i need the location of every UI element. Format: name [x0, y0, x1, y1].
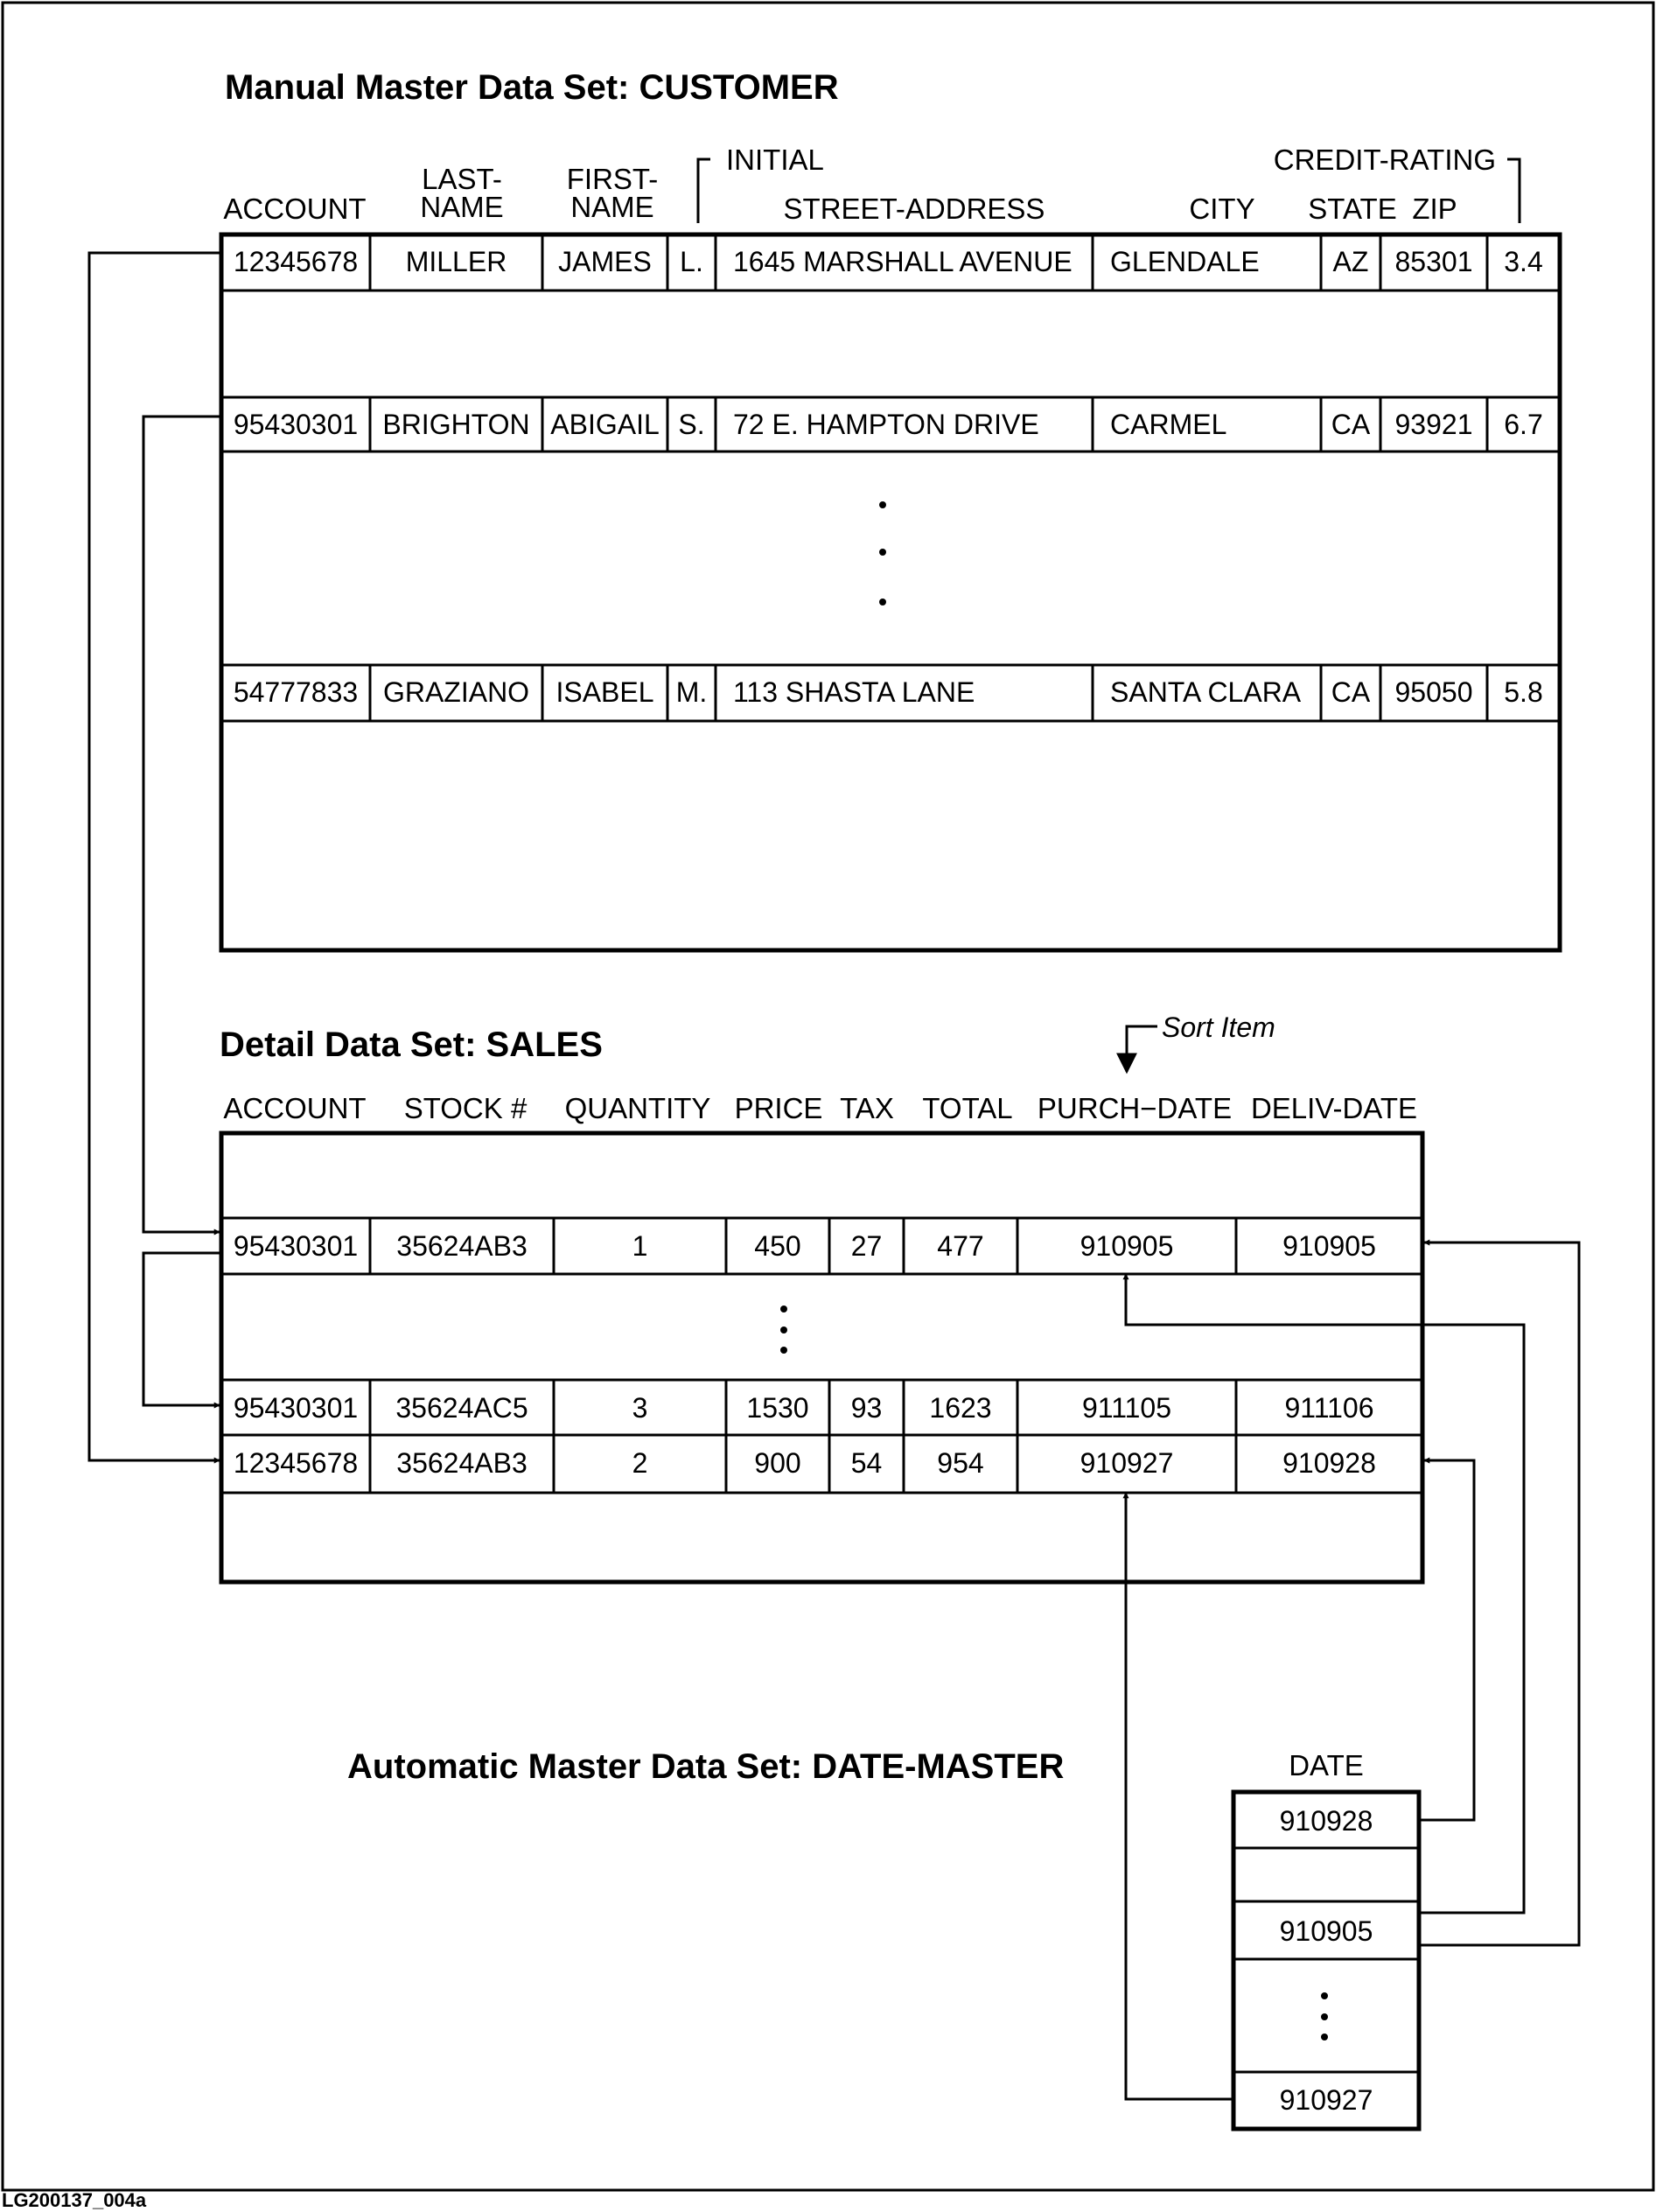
customer-state: AZ — [1332, 246, 1369, 277]
customer-street-address: 1645 MARSHALL AVENUE — [733, 246, 1073, 277]
sales-data-set — [220, 1012, 1422, 1582]
sales-price: 450 — [754, 1230, 801, 1262]
header-zip: ZIP — [1412, 192, 1457, 225]
customer-rows — [221, 234, 1560, 721]
sales-quantity: 3 — [632, 1392, 648, 1424]
customer-account: 12345678 — [233, 246, 359, 277]
header-quantity: QUANTITY — [564, 1092, 711, 1124]
sales-price: 900 — [754, 1447, 801, 1479]
customer-last-name: MILLER — [405, 246, 507, 277]
customer-credit-rating: 3.4 — [1504, 246, 1543, 277]
sort-item-label: Sort Item — [1162, 1012, 1275, 1043]
header-stock: STOCK # — [403, 1092, 528, 1124]
sales-rows — [221, 1218, 1422, 1493]
sales-stock: 35624AC5 — [395, 1392, 528, 1424]
header-total: TOTAL — [922, 1092, 1013, 1124]
sales-account: 95430301 — [233, 1392, 359, 1424]
figure-caption: LG200137_004a — [2, 2189, 147, 2211]
customer-state: CA — [1331, 676, 1371, 708]
arrow-date-910928 — [1419, 1460, 1474, 1820]
sales-record — [221, 1435, 1422, 1493]
credit-bracket — [1507, 159, 1520, 223]
sales-purch-date: 910927 — [1080, 1447, 1174, 1479]
customer-initial: M. — [675, 676, 708, 708]
customer-title: Manual Master Data Set: CUSTOMER — [225, 68, 839, 107]
arrow-customer-brighton-to-sales — [143, 416, 221, 1232]
date-entry: 910905 — [1279, 1915, 1373, 1947]
customer-street-address: 113 SHASTA LANE — [733, 676, 975, 708]
sales-deliv-date: 911106 — [1284, 1392, 1374, 1424]
customer-street-address: 72 E. HAMPTON DRIVE — [733, 409, 1039, 440]
date-master-data-set — [347, 1747, 1419, 2129]
customer-last-name: BRIGHTON — [382, 409, 530, 440]
sales-deliv-date: 910928 — [1282, 1447, 1376, 1479]
sales-quantity: 1 — [632, 1230, 648, 1262]
customer-zip: 85301 — [1394, 246, 1473, 277]
customer-data-set — [221, 68, 1560, 950]
sales-total: 1623 — [929, 1392, 992, 1424]
header-first-2: NAME — [570, 191, 654, 223]
header-street: STREET-ADDRESS — [783, 192, 1045, 225]
sales-tax: 54 — [850, 1447, 883, 1479]
customer-record — [221, 397, 1560, 452]
sales-total: 477 — [937, 1230, 984, 1262]
customer-first-name: ISABEL — [555, 676, 654, 708]
customer-zip: 93921 — [1394, 409, 1473, 440]
customer-record — [221, 665, 1560, 721]
arrow-customer-miller-to-sales — [89, 253, 221, 1460]
header-city: CITY — [1189, 192, 1255, 225]
sales-stock: 35624AB3 — [396, 1230, 528, 1262]
customer-first-name: JAMES — [558, 246, 652, 277]
customer-account: 95430301 — [233, 409, 359, 440]
customer-city: GLENDALE — [1110, 246, 1260, 277]
customer-city: SANTA CLARA — [1110, 676, 1302, 708]
customer-first-name: ABIGAIL — [550, 409, 660, 440]
sales-title: Detail Data Set: SALES — [220, 1026, 603, 1064]
date-master-title: Automatic Master Data Set: DATE-MASTER — [347, 1747, 1065, 1786]
header-credit: CREDIT-RATING — [1273, 144, 1496, 176]
sales-purch-date: 910905 — [1080, 1230, 1174, 1262]
header-price: PRICE — [734, 1092, 823, 1124]
sales-table-frame — [221, 1133, 1422, 1582]
sales-total: 954 — [937, 1447, 984, 1479]
date-header: DATE — [1289, 1749, 1364, 1782]
sales-price: 1530 — [746, 1392, 809, 1424]
header-first-1: FIRST- — [566, 163, 659, 195]
sales-account: 12345678 — [233, 1447, 359, 1479]
sales-quantity: 2 — [632, 1447, 648, 1479]
customer-zip: 95050 — [1394, 676, 1473, 708]
header-account: ACCOUNT — [223, 192, 367, 225]
customer-credit-rating: 6.7 — [1504, 409, 1543, 440]
customer-last-name: GRAZIANO — [382, 676, 530, 708]
arrow-date-910905-deliv — [1419, 1242, 1579, 1945]
sales-deliv-date: 910905 — [1282, 1230, 1376, 1262]
sales-headers — [223, 1092, 1417, 1124]
header-last-2: NAME — [420, 191, 504, 223]
sales-account: 95430301 — [233, 1230, 359, 1262]
customer-account: 54777833 — [233, 676, 359, 708]
date-entry: 910928 — [1279, 1805, 1373, 1837]
header-state: STATE — [1308, 192, 1397, 225]
header-sales-account: ACCOUNT — [223, 1092, 367, 1124]
customer-city: CARMEL — [1110, 409, 1227, 440]
header-initial: INITIAL — [726, 144, 824, 176]
header-last-1: LAST- — [422, 163, 502, 195]
sales-stock: 35624AB3 — [396, 1447, 528, 1479]
sales-tax: 93 — [850, 1392, 883, 1424]
sales-ellipsis — [780, 1306, 787, 1354]
customer-table-frame — [221, 234, 1560, 950]
customer-credit-rating: 5.8 — [1504, 676, 1543, 708]
customer-initial: S. — [678, 409, 705, 440]
customer-ellipsis — [879, 501, 886, 606]
arrow-sales-chain — [143, 1253, 221, 1405]
customer-record — [221, 234, 1560, 290]
sort-item-arrow — [1127, 1026, 1157, 1072]
sales-purch-date: 911105 — [1081, 1392, 1172, 1424]
customer-headers — [223, 144, 1520, 225]
sales-record — [221, 1380, 1422, 1435]
header-tax: TAX — [840, 1092, 894, 1124]
sales-tax: 27 — [850, 1230, 883, 1262]
header-deliv-date: DELIV-DATE — [1250, 1092, 1418, 1124]
date-entry: 910927 — [1279, 2084, 1373, 2116]
customer-initial: L. — [680, 246, 703, 277]
sales-record — [221, 1218, 1422, 1274]
initial-bracket — [698, 159, 710, 223]
customer-state: CA — [1331, 409, 1371, 440]
header-purch-date: PURCH−DATE — [1037, 1092, 1233, 1124]
